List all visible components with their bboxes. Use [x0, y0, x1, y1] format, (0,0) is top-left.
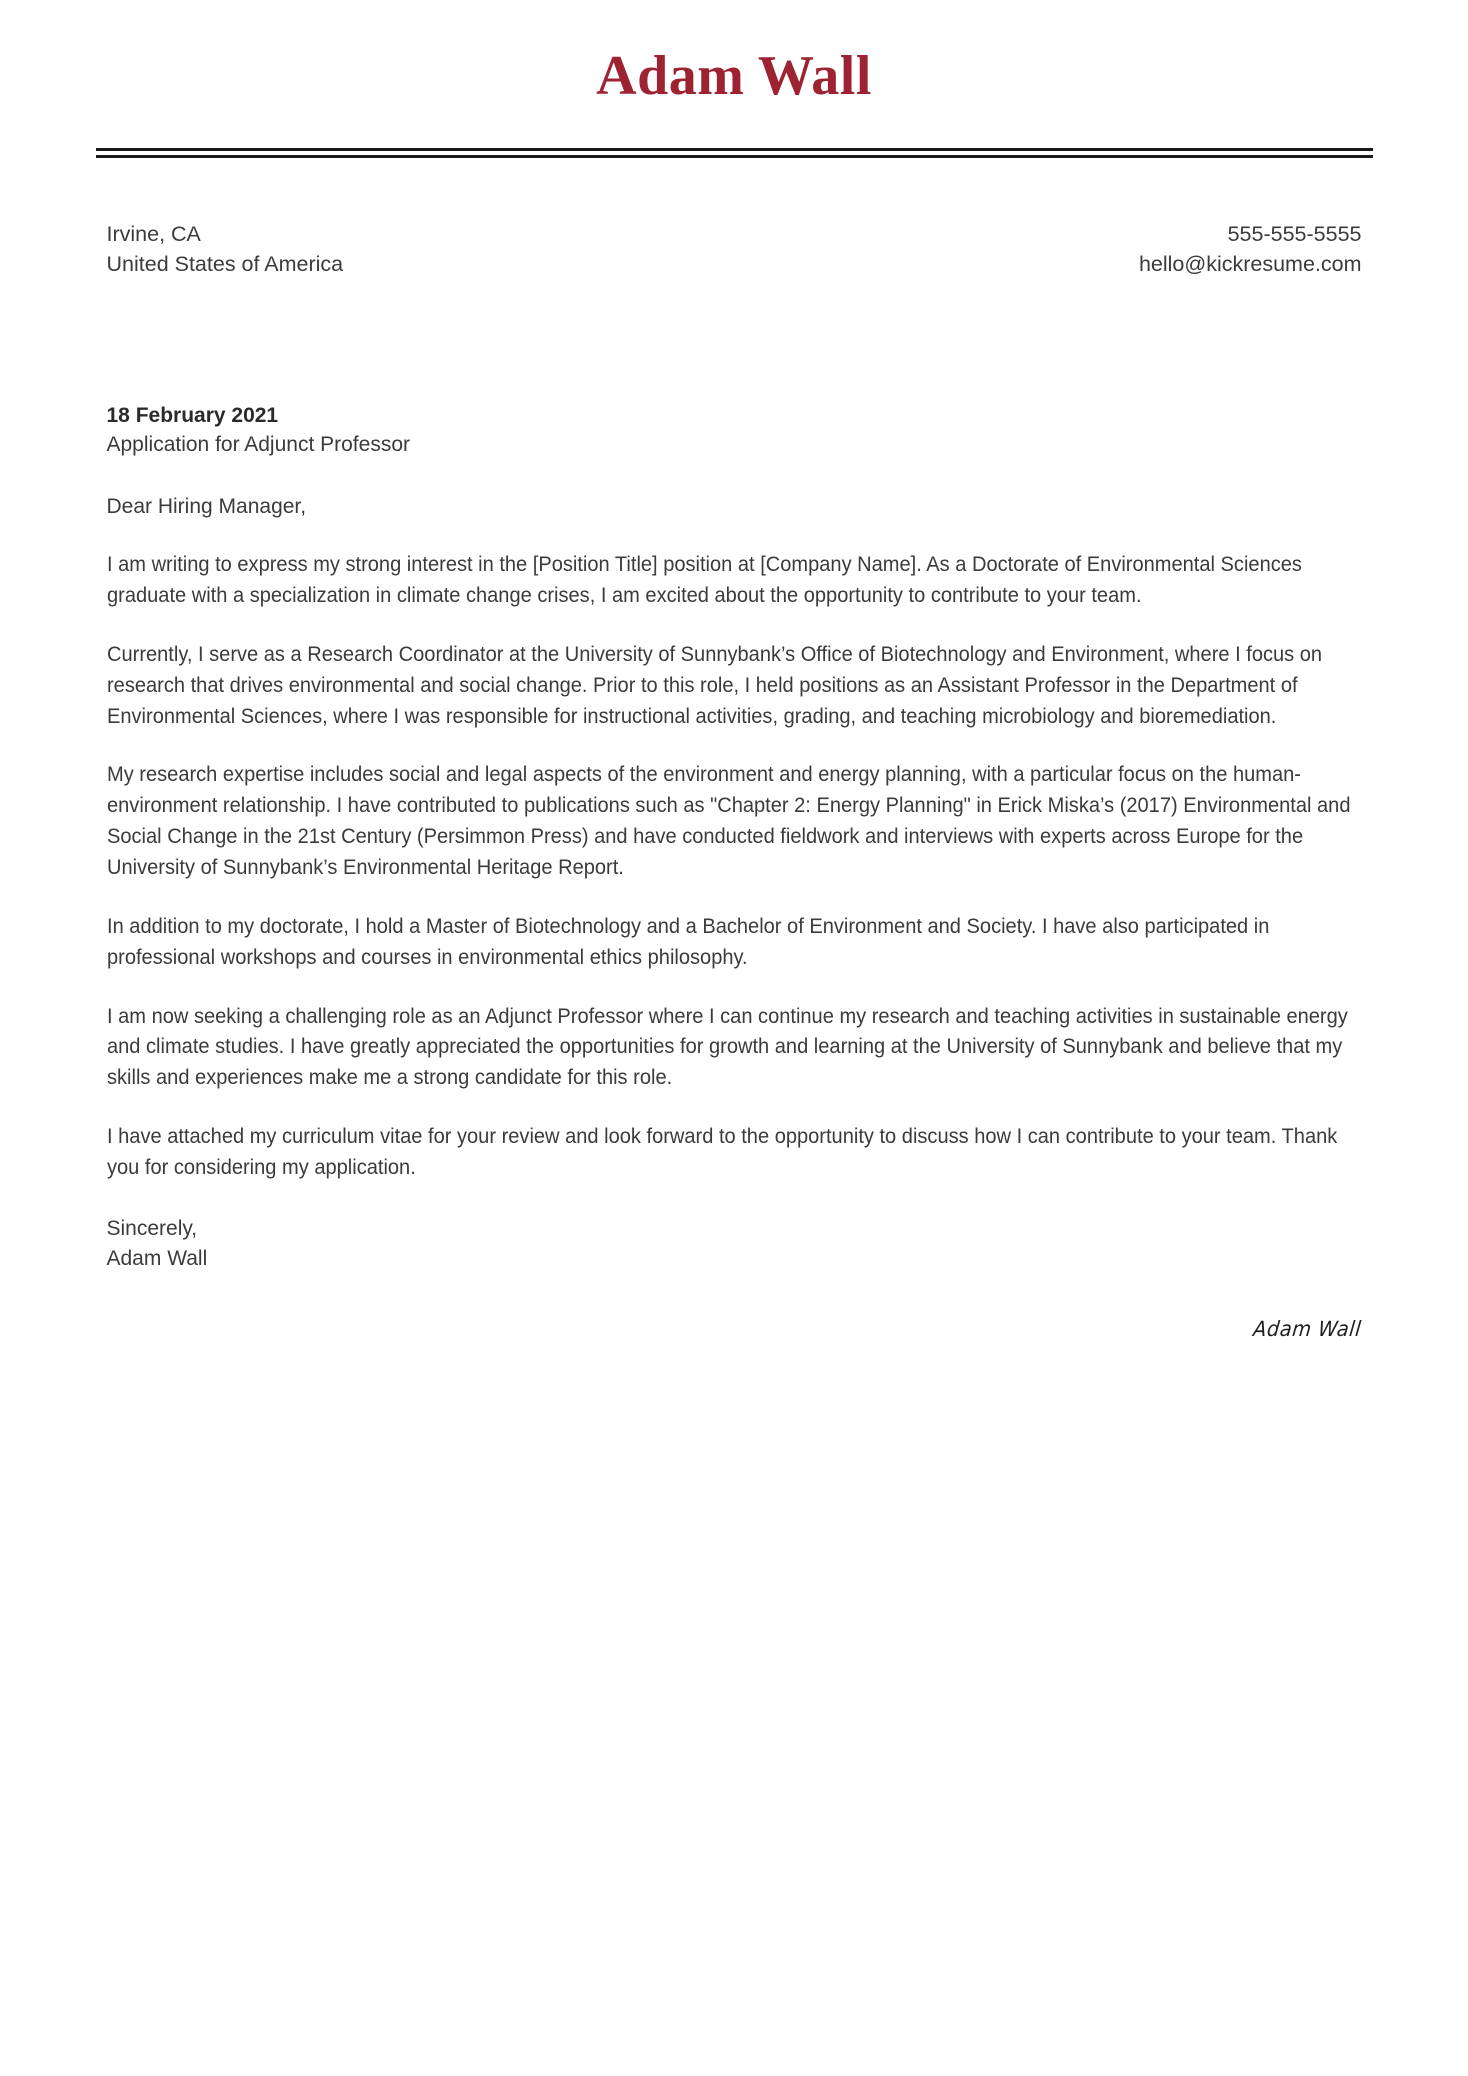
contact-address: [107, 219, 344, 280]
contact-row: [96, 219, 1373, 280]
letter-closing: [107, 1214, 1362, 1274]
contact-phone: 555-555-5555: [1227, 221, 1362, 246]
contact-details: [1139, 219, 1362, 280]
letter-meta: [107, 401, 1362, 461]
letter-paragraph: I have attached my curriculum vitae for your review and look forward to the opportunity to discuss how I can contribute to your team. Thank you for considering my application.: [106, 1125, 1337, 1179]
letter-paragraph: I am writing to express my strong interest in the [Position Title] position at [Company Name]. As a Doctorate of Environmental Sciences graduate with a specialization in climate change crises, I am excited about the opportunity to contribute to your team.: [106, 553, 1302, 607]
letter-subject: Application for Adjunct Professor: [106, 433, 410, 457]
closing-salutation: Sincerely,: [106, 1216, 198, 1240]
letter-paragraph: In addition to my doctorate, I hold a Master of Biotechnology and a Bachelor of Environment and Society. I have also participated in professional workshops and courses in environmental ethics philosophy.: [106, 914, 1269, 969]
header-divider: [96, 148, 1373, 158]
signature-area: [96, 1317, 1373, 1341]
letter-paragraph: My research expertise includes social and legal aspects of the environment and energy planning, with a particular focus on the human-environment relationship. I have contributed to publications such as "Chapter 2: Energy Planning" in Erick Miska’s (2017) Environmental and Social Change in the 21st Century (Persimmon Press) and have conducted fieldwork and interviews with experts across Europe for the University of Sunnybank’s Environmental Heritage Report.: [106, 763, 1350, 879]
letter-salutation: Dear Hiring Manager,: [106, 495, 307, 519]
page-title: Adam Wall: [596, 45, 872, 107]
closing-name: Adam Wall: [106, 1246, 208, 1270]
contact-email[interactable]: hello@kickresume.com: [1138, 252, 1362, 277]
letter-paragraph: Currently, I serve as a Research Coordinator at the University of Sunnybank’s Office of Biotechnology and Environment, where I focus on research that drives environmental and social change. Prior to this role, I held positions as an Assistant Professor in the Department of Environmental Sciences, where I was responsible for instructional activities, grading, and teaching microbiology and bioremediation.: [106, 642, 1322, 728]
contact-city-state: Irvine, CA: [106, 221, 201, 246]
letter-header: [0, 0, 1468, 108]
handwritten-signature: Adam Wall: [1252, 1317, 1363, 1342]
letter-paragraph: I am now seeking a challenging role as an Adjunct Professor where I can continue my research and teaching activities in sustainable energy and climate studies. I have greatly appreciated the opportunities for growth and learning at the University of Sunnybank and believe that my skills and experiences make me a strong candidate for this role.: [106, 1004, 1348, 1090]
contact-country: United States of America: [106, 252, 344, 277]
letter-date: 18 February 2021: [106, 403, 279, 427]
divider-line-bottom: [96, 155, 1373, 158]
letter-body: [96, 401, 1373, 1274]
